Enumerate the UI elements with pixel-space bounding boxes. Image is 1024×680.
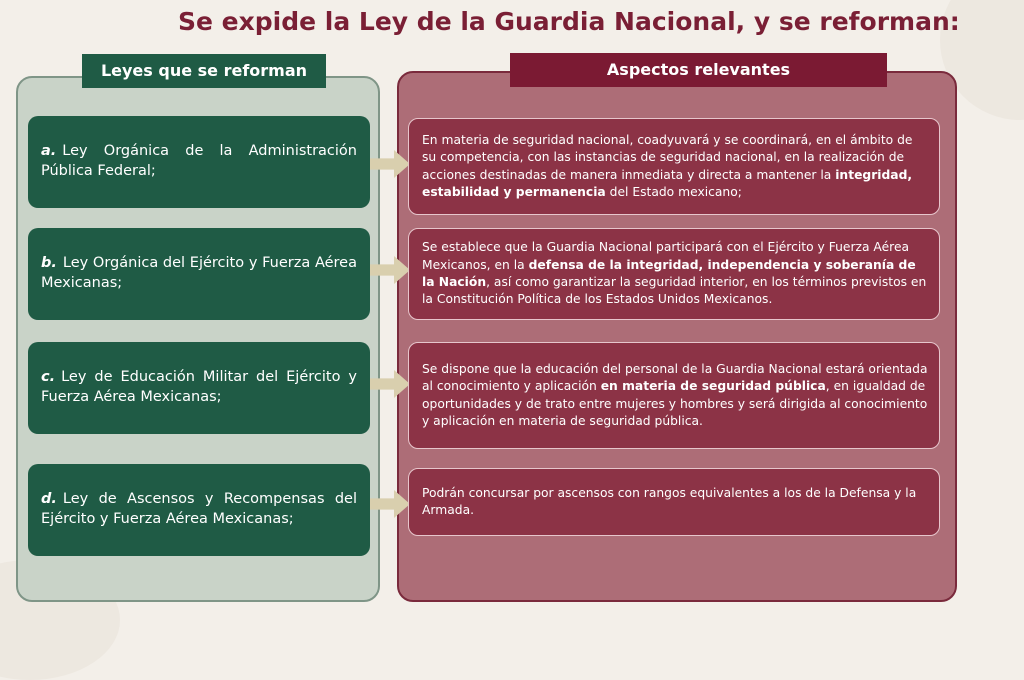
law-box-c [28,342,370,434]
aspect-box-a [408,118,940,215]
law-box-b [28,228,370,320]
law-letter: c. [41,369,56,386]
aspect-text-part: , en igualdad de oportunidades y de trato entre mujeres y hombres y será dirigida al conocimiento y aplicación en materia de seguridad pública. [422,379,928,428]
law-name: Ley de Educación Militar del Ejército y Fuerza Aérea Mexicanas; [41,369,357,405]
law-letter: a. [41,143,57,160]
law-name: Ley Orgánica de la Administración Pública Federal; [41,143,357,179]
aspect-highlight: defensa de la integridad, independencia y soberanía de la Nación [422,257,916,289]
aspect-text-part: Podrán concursar por ascensos con rangos equivalentes a los de la Defensa y la Armada. [422,485,917,517]
aspect-box-b [408,228,940,320]
aspect-text-part: En materia de seguridad nacional, coadyuvará y se coordinará, en el ámbito de su competencia, con las instancias de seguridad nacional, en la realización de acciones destinadas de manera inmediata y directa a mantener la [422,132,913,182]
aspect-text-part: Se dispone que la educación del personal de la Guardia Nacional estará orientada al conocimiento y aplicación [422,361,928,394]
law-name: Ley de Ascensos y Recompensas del Ejército y Fuerza Aérea Mexicanas; [41,491,357,527]
aspect-text-part: Se establece que la Guardia Nacional participará con el Ejército y Fuerza Aérea Mexicanos, en la [422,240,910,272]
aspect-text [422,485,928,520]
aspect-box-c [408,342,940,449]
aspect-highlight: en materia de seguridad pública [600,379,826,394]
aspect-highlight: integridad, estabilidad y permanencia [422,167,913,199]
right-header: Aspectos relevantes [510,53,887,87]
aspect-text-part: del Estado mexicano; [605,184,742,199]
law-letter: b. [41,255,57,272]
aspect-text [422,239,928,309]
law-box-d [28,464,370,556]
law-name: Ley Orgánica del Ejército y Fuerza Aérea Mexicanas; [41,255,357,291]
aspect-text [422,361,928,431]
law-letter: d. [41,491,57,508]
left-header: Leyes que se reforman [82,54,326,88]
law-text [41,254,357,293]
page-title: Se expide la Ley de la Guardia Nacional, y se reforman: [178,7,960,36]
law-box-a [28,116,370,208]
aspect-text [422,132,928,202]
aspect-text-part: , así como garantizar la seguridad interior, en los términos previstos en la Constitución Política de los Estados Unidos Mexicanos. [422,275,927,307]
law-text [41,142,357,181]
aspect-box-d [408,468,940,536]
law-text [41,490,357,529]
law-text [41,368,357,407]
